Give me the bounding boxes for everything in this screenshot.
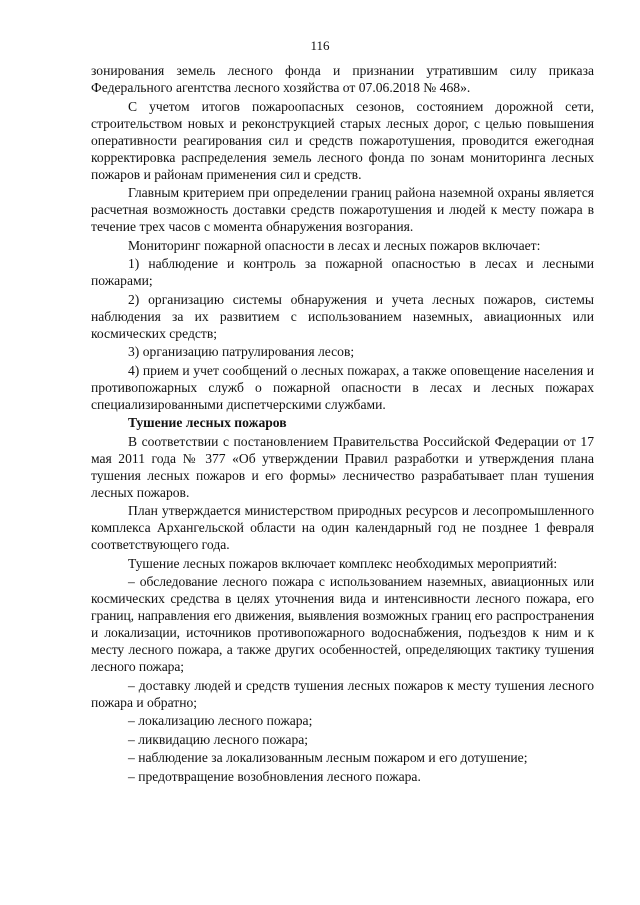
paragraph-measures-intro: Тушение лесных пожаров включает комплекс необходимых мероприятий: — [128, 555, 558, 571]
paragraph-criterion: Главным критерием при определении границ района наземной охраны является расчетная возможность доставки средств пожаротушения и людей к месту пожара в течение трех часов с момента обнаружения возгорания. — [91, 185, 594, 234]
dash-item-localization: – локализацию лесного пожара; — [128, 713, 313, 728]
paragraph-resolution: В соответствии с постановлением Правительства Российской Федерации от 17 мая 2011 года № 377 «Об утверждении Правил разработки и утверждения плана тушения лесных пожаров и его формы» лесничество разрабатывает план тушения лесных пожаров. — [91, 433, 594, 500]
paragraph-monitoring-intro: Мониторинг пожарной опасности в лесах и лесных пожаров включает: — [128, 237, 541, 253]
dash-item-delivery: – доставку людей и средств тушения лесных пожаров к месту тушения лесного пожара и обратно; — [91, 677, 594, 710]
list-item-2: 2) организацию системы обнаружения и учета лесных пожаров, системы наблюдения за их развитием с использованием наземных, авиационных или космических средств; — [91, 291, 594, 341]
list-item-4: 4) прием и учет сообщений о лесных пожарах, а также оповещение населения и противопожарных служб о пожарной опасности в лесах и лесных пожарах специализированными диспетчерскими службами. — [91, 362, 594, 412]
paragraph-seasons: С учетом итогов пожароопасных сезонов, состоянием дорожной сети, строительством новых и реконструкцией старых лесных дорог, с целью повышения оперативности реагирования сил и средств пожаротушения, проводится ежегодная корректировка распределения земель лесного фонда по зонам мониторинга лесных пожаров и районам применения сил и средств. — [91, 98, 594, 182]
paragraph-plan-approval: План утверждается министерством природных ресурсов и лесопромышленного комплекса Архангельской области на один календарный год не позднее 1 февраля соответствующего года. — [91, 503, 594, 552]
paragraph-continuation: зонирования земель лесного фонда и признании утратившим силу приказа Федерального агентства лесного хозяйства от 07.06.2018 № 468». — [91, 63, 594, 95]
list-item-3: 3) организацию патрулирования лесов; — [128, 344, 355, 359]
dash-item-liquidation: – ликвидацию лесного пожара; — [128, 731, 309, 747]
dash-item-observation: – наблюдение за локализованным лесным пожаром и его дотушение; — [128, 750, 528, 765]
list-item-1: 1) наблюдение и контроль за пожарной опасностью в лесах и лесными пожарами; — [91, 256, 594, 288]
page-number: 116 — [310, 38, 330, 53]
document-body — [91, 62, 594, 786]
section-heading: Тушение лесных пожаров — [128, 415, 287, 430]
dash-item-inspection: – обследование лесного пожара с использованием наземных, авиационных или космических средства в целях уточнения вида и интенсивности лесного пожара, его границ, направления его движения, выявления возможных границ его распространения и локализации, источников противопожарного водоснабжения, подъездов к ним и к месту лесного пожара, а также других особенностей, определяющих тактику тушения лесного пожара; — [91, 574, 594, 674]
dash-item-prevention: – предотвращение возобновления лесного пожара. — [128, 768, 421, 784]
